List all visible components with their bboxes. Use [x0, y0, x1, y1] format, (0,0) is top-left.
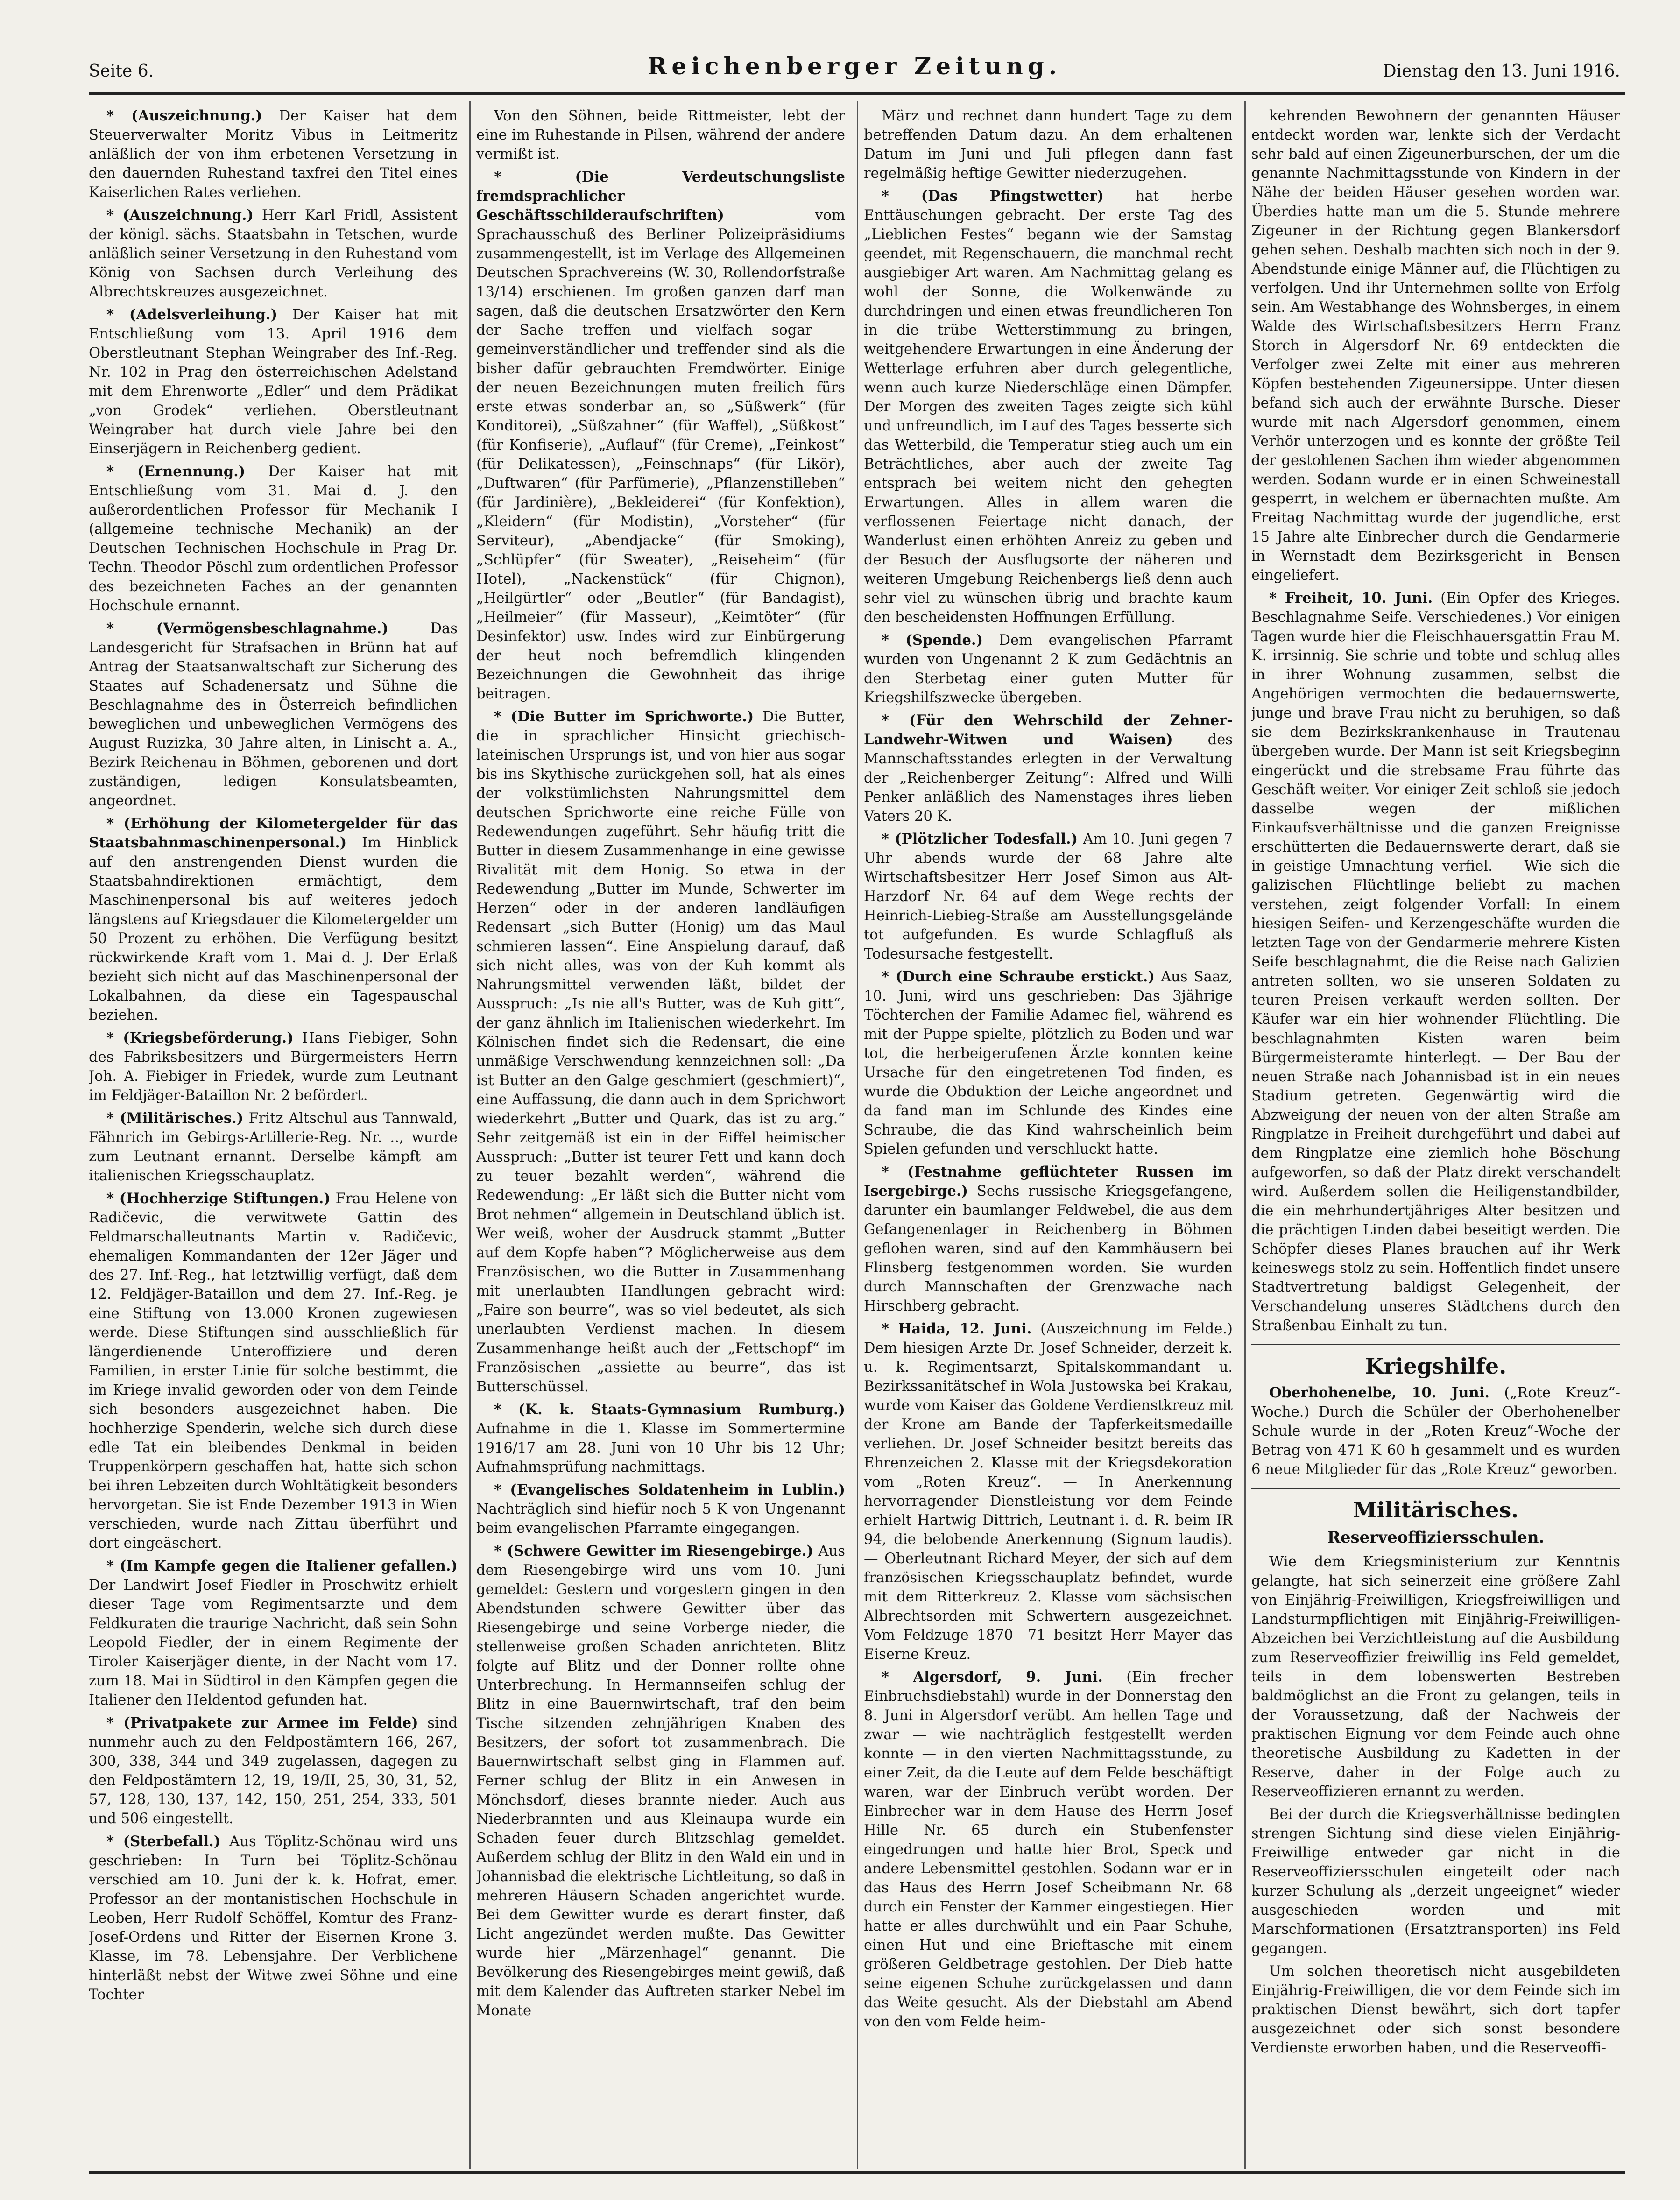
article-text: des Mannschaftsstandes erlegten in der Verwaltung der „Reichenberger Zeitung“: Alfred und Willi Penker anläßlich des Namenstages ihres lieben Vaters 20 K.	[864, 732, 1233, 825]
article-heading: * Haida, 12. Juni.	[882, 1320, 1032, 1337]
article-paragraph	[89, 1832, 458, 2004]
article-text: (Ein frecher Einbruchsdiebstahl) wurde in der Donnerstag den 8. Juni in Algersdorf verübt. Am hellen Tage und zwar — wie nachträglich festgestellt werden konnte — in den vierten Nachmittagsstunde, zu einer Zeit, da die Leute auf dem Felde beschäftigt waren, war der Einbruch verübt worden. Der Einbrecher war in dem Hause des Herrn Josef Hille Nr. 65 durch ein Stubenfenster eingedrungen und hatte hier Brot, Speck und andere Lebensmittel gestohlen. Sodann war er in das Haus des Herrn Josef Scheibmann Nr. 68 durch ein Fenster der Kammer eingestiegen. Hier hatte er alles durchwühlt und ein Paar Schuhe, einen Hut und eine Brieftasche mit einem größeren Geldbetrage gestohlen. Der Dieb hatte seine eigenen Schuhe zurückgelassen und dann das Weite gesucht. Als der Diebstahl am Abend von den vom Felde heim-	[864, 1669, 1233, 2030]
article-paragraph	[1251, 1383, 1620, 1479]
article-paragraph	[1251, 106, 1620, 585]
article-paragraph	[476, 1542, 845, 2020]
article-paragraph	[89, 1557, 458, 1710]
article-text: (Ein Opfer des Krieges. Beschlagnahme Seife. Verschiedenes.) Vor einigen Tagen wurde hier die Fleischhauersgattin Frau M. K. irrsinnig. Sie schrie und tobte und schlug alles in ihrer Wohnung zusammen, selbst die Angehörigen vermochten die bedauernswerte, junge und brave Frau nicht zu beruhigen, so daß sie dem Bezirkskrankenhause in Trautenau übergeben wurde. Der Mann ist seit Kriegsbeginn eingerückt und die strebsame Frau führte das Geschäft weiter. Vor einiger Zeit schloß sie jedoch dasselbe wegen der mißlichen Einkaufsverhältnisse und die ganzen Ereignisse erschütterten die Bedauernswerte derart, daß sie in geistige Umnachtung verfiel. — Wie sich die galizischen Flüchtlinge beliebt zu machen verstehen, zeigt folgender Vorfall: In einem hiesigen Seifen- und Kerzengeschäfte wurden die letzten Tage von der Gendarmerie mehrere Kisten Seife beschlagnahmt, die die Reise nach Galizien antreten sollten, wo sie unseren Soldaten zu teuren Preisen verkauft werden sollten. Der Käufer war ein hier wohnender Flüchtling. Die beschlagnahmten Kisten waren beim Bürgermeisteramte hinterlegt. — Der Bau der neuen Straße nach Johannisbad ist in ein neues Stadium getreten. Gegenwärtig wird die Abzweigung der neuen von der alten Straße am Ringplatze in Freiheit durchgeführt und dabei auf dem Ringplatze eine ziemlich hohe Böschung aufgeworfen, so daß der Platz direkt verschandelt wird. Außerdem sollen die Heiligenstandbilder, die ein mehrhundertjähriges Alter besitzen und die prächtigen Linden dabei beseitigt werden. Die Schöpfer dieses Planes brauchen auf ihr Werk keineswegs stolz zu sein. Hoffentlich findet unsere Stadtvertretung baldigst Gelegenheit, der Verschandelung unseres Städtchens durch den Straßenbau Einhalt zu tun.	[1251, 590, 1620, 1334]
article-paragraph	[89, 206, 458, 302]
article-paragraph	[864, 1319, 1233, 1664]
article-heading: * (Die Butter im Sprichworte.)	[494, 708, 754, 725]
article-heading: * (Im Kampfe gegen die Italiener gefallen.)	[106, 1558, 458, 1574]
column-1	[89, 106, 458, 2165]
column-4	[1251, 106, 1620, 2165]
article-heading: * (Spende.)	[882, 632, 983, 649]
article-heading: * (Durch eine Schraube erstickt.)	[882, 968, 1155, 985]
article-heading: * (Evangelisches Soldatenheim in Lublin.)	[494, 1481, 845, 1498]
article-heading: * (K. k. Staats-Gymnasium Rumburg.)	[494, 1401, 845, 1418]
article-paragraph	[89, 619, 458, 811]
article-paragraph	[864, 830, 1233, 964]
column-3	[864, 106, 1233, 2165]
article-paragraph	[864, 631, 1233, 707]
section-divider	[1251, 1344, 1620, 1345]
article-paragraph	[1251, 1962, 1620, 2058]
newspaper-title: Reichenberger Zeitung.	[647, 52, 1062, 80]
article-paragraph	[864, 967, 1233, 1159]
article-heading: * (Vermögensbeschlagnahme.)	[106, 620, 388, 637]
article-text: Aus dem Riesengebirge wird uns vom 10. Juni gemeldet: Gestern und vorgestern gingen in den Abendstunden schwere Gewitter über das Riesengebirge und seine Vorberge nieder, die stellenweise großen Schaden anrichteten. Blitz folgte auf Blitz und der Donner rollte ohne Unterbrechung. In Hermannseifen schlug der Blitz in eine Bauernwirtschaft, traf den beim Tische sitzenden zehnjährigen Knaben des Besitzers, der sofort tot zusammenbrach. Die Bauernwirtschaft selbst ging in Flammen auf. Ferner schlug der Blitz in ein Anwesen in Mönchsdorf, dieses brannte nieder. Auch aus Niederbrannten und aus Kleinaupa wurde ein Schaden feuer durch Blitzschlag gemeldet. Außerdem schlug der Blitz in den Wald ein und in Johannisbad die elektrische Lichtleitung, so daß in mehreren Häusern Schaden angerichtet wurde. Bei dem Gewitter wurde es derart finster, daß Licht angezündet werden mußte. Das Gewitter wurde hier „Märzenhagel“ genannt. Die Bevölkerung des Riesengebirges meint gewiß, daß mit dem Kalender das Auftreten starker Nebel im Monate	[476, 1543, 845, 2019]
article-heading: * (Privatpakete zur Armee im Felde)	[106, 1714, 418, 1731]
article-paragraph	[89, 305, 458, 458]
article-text: Der Landwirt Josef Fiedler in Proschwitz erhielt dieser Tage vom Regimentsarzte und dem Feldkuraten die traurige Nachricht, daß sein Sohn Leopold Fiedler, der in einem Regimente der Tiroler Kaiserjäger diente, in der Nacht vom 17. zum 18. Mai in Südtirol in den Kämpfen gegen die Italiener den Heldentod gefunden hat.	[89, 1577, 458, 1708]
article-text: Wie dem Kriegsministerium zur Kenntnis gelangte, hat sich seinerzeit eine größere Zahl von Einjährig-Freiwilligen, Kriegsfreiwilligen und Landsturmpflichtigen mit Einjährig-Freiwilligen-Abzeichen bei Verzichtleistung auf die Ausbildung zum Reserveoffizier freiwillig ins Feld gemeldet, teils in dem lobenswerten Bestreben baldmöglichst an die Front zu gelangen, teils in der Voraussetzung, daß der Nachweis der praktischen Eignung vor dem Feinde auch ohne theoretische Ausbildung zu Kadetten in der Reserve, daher in der Folge auch zu Reserveoffizieren ernannt zu werden.	[1251, 1554, 1620, 1800]
article-heading: * (Ernennung.)	[106, 463, 246, 480]
article-heading: * (Das Pfingstwetter)	[882, 188, 1104, 204]
column-separator	[1244, 101, 1246, 2169]
article-paragraph	[89, 106, 458, 202]
article-paragraph	[89, 1713, 458, 1828]
article-text: (Auszeichnung im Felde.) Dem hiesigen Arzte Dr. Josef Schneider, derzeit k. u. k. Regimentsarzt, Spitalskommandant u. Bezirkssanitätschef in Wola Justowska bei Krakau, wurde vom Kaiser das Goldene Verdienstkreuz mit der Krone am Bande der Tapferkeitsmedaille verliehen. Dr. Josef Schneider besitzt bereits das Ehrenzeichen 2. Klasse mit der Kriegsdekoration vom „Roten Kreuz“. — In Anerkennung hervorragender Dienstleistung vor dem Feinde erhielt Hartwig Dittrich, Leutnant i. d. R. beim IR 94, die belobende Anerkennung (Signum laudis). — Oberleutnant Richard Meyer, der sich auf dem französischen Kriegsschauplatz befindet, wurde mit dem Ritterkreuz 2. Klasse vom sächsischen Albrechtsorden mit Schwertern ausgezeichnet. Vom Feldzuge 1870—71 besitzt Herr Mayer das Eiserne Kreuz.	[864, 1321, 1233, 1663]
article-text: sind nunmehr auch zu den Feldpostämtern 166, 267, 300, 338, 344 und 349 zugelassen, dagegen zu den Feldpostämtern 12, 19, 19/II, 25, 30, 31, 52, 57, 128, 130, 137, 142, 150, 251, 254, 333, 501 und 506 eingestellt.	[89, 1715, 458, 1827]
article-text: vom Sprachausschuß des Berliner Polizeipräsidiums zusammengestellt, ist im Verlage des Allgemeinen Deutschen Sprachvereins (W. 30, Rollendorfstraße 13/14) erschienen. Im großen ganzen darf man sagen, daß die deutschen Ersatzwörter den Kern der Sache treffen und vielfach sogar — gemeinverständlicher und treffender sind als die bisher dafür gebrauchten Fremdwörter. Einige der neuen Bezeichnungen muten freilich fürs erste etwas sonderbar an, so „Süßwerk“ (für Konditorei), „Süßzahner“ (für Waffel), „Süßkost“ (für Konfiserie), „Auflauf“ (für Creme), „Feinkost“ (für Delikatessen), „Feinschnaps“ (für Likör), „Duftwaren“ (für Parfümerie), „Pflanzenstilleben“ (für Jardinière), „Bekleiderei“ (für Konfektion), „Kleidern“ (für Modistin), „Vorsteher“ (für Serviteur), „Abendjacke“ (für Smoking), „Schlüpfer“ (für Sweater), „Reiseheim“ (für Hotel), „Nackenstück“ (für Chignon), „Heilgürtler“ oder „Beutler“ (für Bandagist), „Heilmeier“ (für Masseur), „Keimtöter“ (für Desinfektor) usw. Indes wird zur Einbürgerung der heut noch befremdlich klingenden Bezeichnungen die Gewohnheit das ihrige beitragen.	[476, 207, 845, 702]
article-text: Am 10. Juni gegen 7 Uhr abends wurde der 68 Jahre alte Wirtschaftsbesitzer Herr Josef Simon aus Alt-Harzdorf Nr. 64 auf dem Wege rechts der Heinrich-Liebieg-Straße am Ausstellungsgelände tot aufgefunden. Es wurde Schlagfluß als Todesursache festgestellt.	[864, 831, 1233, 962]
article-text: Aus Töplitz-Schönau wird uns geschrieben: In Turn bei Töplitz-Schönau verschied am 10. Juni der k. k. Hofrat, emer. Professor an der montanistischen Hochschule in Leoben, Herr Rudolf Schöffel, Komtur des Franz-Josef-Ordens und Ritter der Eisernen Krone 3. Klasse, im 78. Lebensjahre. Der Verblichene hinterläßt nebst der Witwe zwei Söhne und eine Tochter	[89, 1833, 458, 2003]
article-paragraph	[89, 1189, 458, 1553]
article-paragraph	[1251, 589, 1620, 1335]
footer-rule	[89, 2171, 1625, 2174]
article-paragraph	[89, 1109, 458, 1185]
article-paragraph	[864, 1668, 1233, 2031]
article-paragraph	[476, 168, 845, 704]
section-heading-kriegshilfe: Kriegshilfe.	[1365, 1354, 1507, 1379]
article-heading: * (Plötzlicher Todesfall.)	[882, 831, 1078, 847]
masthead-rule	[89, 92, 1625, 95]
article-paragraph	[1251, 1805, 1620, 1958]
article-heading: * (Adelsverleihung.)	[106, 306, 278, 323]
article-heading: * (Für den Wehrschild der Zehner-Landwehr-Witwen und Waisen)	[864, 712, 1233, 748]
article-heading: * Freiheit, 10. Juni.	[1269, 590, 1433, 606]
article-paragraph	[89, 1029, 458, 1105]
article-paragraph	[476, 1481, 845, 1538]
article-text: Der Kaiser hat dem Steuerverwalter Moritz Vibus in Leitmeritz anläßlich der von ihm erbetenen Versetzung in den dauernden Ruhestand taxfrei den Titel eines Kaiserlichen Rates verliehen.	[89, 108, 458, 201]
article-text: kehrenden Bewohnern der genannten Häuser entdeckt worden war, lenkte sich der Verdacht sehr bald auf einen Zigeunerburschen, der um die genannte Nachmittagsstunde von Kindern in der Nähe der beiden Häuser gesehen worden war. Überdies hatte man um die 5. Stunde mehrere Zigeuner in der Richtung gegen Blankersdorf gehen sehen. Deshalb machten sich noch in der 9. Abendstunde einige Männer auf, die Flüchtigen zu verfolgen. Und ihr Unternehmen sollte von Erfolg sein. Am Westabhange des Wohnsberges, in einem Walde des Wirtschaftsbesitzers Herrn Franz Storch in Algersdorf Nr. 69 entdeckten die Verfolger zwei Zelte mit einer aus mehreren Köpfen bestehenden Zigeunersippe. Unter diesen befand sich auch der erwähnte Bursche. Dieser wurde mit nach Algersdorf genommen, einem Verhör unterzogen und es konnte der größte Teil der gestohlenen Sachen ihm wieder abgenommen werden. Sodann wurde er in einen Schweinestall gesperrt, in welchem er übernachten mußte. Am Freitag Nachmittag wurde der jugendliche, erst 15 Jahre alte Einbrecher durch die Gendarmerie in Wernstadt dem Bezirksgericht in Bensen eingeliefert.	[1251, 108, 1620, 584]
article-text: Im Hinblick auf den anstrengenden Dienst wurden die Staatsbahndirektionen ermächtigt, dem Maschinenpersonal bis auf weiteres jedoch längstens auf Kriegsdauer die Kilometergelder um 50 Prozent zu erhöhen. Die Verfügung besitzt rückwirkende Kraft vom 1. Mai d. J. Der Erlaß bezieht sich nicht auf das Maschinenpersonal der Lokalbahnen, da diese ein Tagespauschal beziehen.	[89, 835, 458, 1023]
article-heading: * (Erhöhung der Kilometergelder für das Staatsbahnmaschinenpersonal.)	[89, 815, 458, 851]
article-text: Nachträglich sind hiefür noch 5 K von Ungenannt beim evangelischen Pfarramte eingegangen.	[476, 1501, 845, 1537]
section-heading-militaerisches: Militärisches.	[1353, 1497, 1519, 1523]
column-2	[476, 106, 845, 2165]
article-text: Der Kaiser hat mit Entschließung vom 31. Mai d. J. den außerordentlichen Professor für Mechanik I (allgemeine technische Mechanik) an der Deutschen Technischen Hochschule in Prag Dr. Techn. Theodor Pöschl zum ordentlichen Professor des bezeichneten Faches an der genannten Hochschule ernannt.	[89, 464, 458, 614]
section-divider	[1251, 1488, 1620, 1489]
article-paragraph	[89, 814, 458, 1025]
article-heading: * (Militärisches.)	[106, 1110, 244, 1127]
column-separator	[857, 101, 858, 2169]
article-heading: * (Auszeichnung.)	[106, 107, 262, 124]
article-heading: * (Festnahme geflüchteter Russen im Isergebirge.)	[864, 1163, 1233, 1199]
article-text: Fritz Altschul aus Tannwald, Fähnrich im Gebirgs-Artillerie-Reg. Nr. .., wurde zum Leutnant ernannt. Derselbe kämpft am italienischen Kriegsschauplatz.	[89, 1110, 458, 1184]
article-text: Die Butter, die in sprachlicher Hinsicht griechisch-lateinischen Ursprungs ist, und von hier aus sogar bis ins Skythische zurückgehen soll, hat als eines der volkstümlichsten Nahrungsmittel dem deutschen Sprichworte eine reiche Fülle von Redewendungen zugeführt. Sehr häufig tritt die Butter in diesem Zusammenhange in eine gewisse Rivalität mit dem Honig. So etwa in der Redewendung „Butter im Munde, Schwerter im Herzen“ oder in der anderen landläufigen Redensart „sich Butter (Honig) um das Maul schmieren lassen“. Eine Anspielung darauf, daß sich nicht alles, was von der Kuh kommt als Nahrungsmittel verwenden läßt, bildet der Ausspruch: „Is nie all's Butter, was de Kuh gitt“, der ganz ähnlich im Italienischen wiederkehrt. Im Kölnischen findet sich die Redensart, die eine unmäßige Verschwendung kennzeichnen soll: „Da ist Butter an den Galge geschmiert (geschmiert)“, eine Auffassung, die dann auch in dem Sprichwort wiederkehrt „Butter und Quark, das ist zu arg.“ Sehr zeitgemäß ist ein in der Eiffel heimischer Ausspruch: „Butter ist teurer Fett und kann doch zu teuer bezahlt werden“, während die Redewendung: „Er läßt sich die Butter nicht vom Brot nehmen“ allgemein in Deutschland üblich ist. Wer weiß, woher der Ausdruck stammt „Butter auf dem Kopfe haben“? Möglicherweise aus dem Französischen, wo die Butter in Zusammenhang mit unerlaubten Handlungen gebracht wird: „Faire son beurre“, was so viel bedeutet, als sich unerlaubten Verdienst machen. In diesem Zusammenhange heißt auch der „Fettschopf“ im Französischen „assiette au beurre“, das ist Butterschüssel.	[476, 709, 845, 1395]
article-text: Von den Söhnen, beide Rittmeister, lebt der eine im Ruhestande in Pilsen, während der andere vermißt ist.	[476, 108, 845, 162]
article-heading: * (Sterbefall.)	[106, 1833, 221, 1850]
article-paragraph	[864, 711, 1233, 826]
article-heading: * (Die Verdeutschungsliste fremdsprachlicher Geschäftsschilderaufschriften)	[476, 169, 845, 224]
article-paragraph	[864, 187, 1233, 627]
article-text: Herr Karl Fridl, Assistent der königl. sächs. Staatsbahn in Tetschen, wurde anläßlich seiner Versetzung in den Ruhestand vom König von Sachsen durch Verleihung des Albrechtskreuzes ausgezeichnet.	[89, 207, 458, 300]
article-heading: * (Schwere Gewitter im Riesengebirge.)	[494, 1543, 813, 1559]
article-text: Bei der durch die Kriegsverhältnisse bedingten strengen Sichtung sind diese vielen Einjährig-Freiwillige entweder gar nicht in die Reserveoffiziersschulen eingeteilt oder nach kurzer Schulung als „derzeit ungeeignet“ wieder ausgeschieden worden und mit Marschformationen (Ersatztransporten) ins Feld gegangen.	[1251, 1806, 1620, 1957]
article-paragraph	[89, 462, 458, 615]
article-text: („Rote Kreuz“-Woche.) Durch die Schüler der Oberhohenelber Schule wurde in der „Roten Kreuz“-Woche der Betrag von 471 K 60 h gesammelt und es wurden 6 neue Mitglieder für das „Rote Kreuz“ geworben.	[1251, 1385, 1620, 1478]
article-heading: * (Auszeichnung.)	[106, 207, 254, 224]
section-subheading: Reserveoffiziersschulen.	[1327, 1528, 1545, 1547]
article-text: Dem evangelischen Pfarramt wurden von Ungenannt 2 K zum Gedächtnis an den Sterbetag einer guten Mutter für Kriegshilfszwecke übergeben.	[864, 632, 1233, 706]
article-heading: * (Hochherzige Stiftungen.)	[106, 1190, 331, 1207]
article-paragraph	[476, 1400, 845, 1477]
article-text: Frau Helene von Radičevic, die verwitwete Gattin des Feldmarschalleutnants Martin v. Radičevic, ehemaligen Kommandanten der 12er Jäger und des 27. Inf.-Reg., hat letztwillig verfügt, daß dem 12. Feldjäger-Bataillon und dem 27. Inf.-Reg. je eine Stiftung von 13.000 Kronen zugewiesen werde. Diese Stiftungen sind ausschließlich für längerdienende Unteroffiziere und deren Familien, in erster Linie für solche bestimmt, die im Kriege invalid geworden oder von dem Feinde sich besonders ausgezeichnet haben. Die hochherzige Spenderin, welche sich durch diese edle Tat ein bleibendes Denkmal in beiden Truppenkörpern geschaffen hat, hatte sich schon bei ihren Lebzeiten durch Wohltätigkeit besonders hervorgetan. Sie ist Ende Dezember 1913 in Wien verschieden, wurde nach Zittau überführt und dort eingeäschert.	[89, 1191, 458, 1551]
column-separator	[469, 101, 471, 2169]
masthead	[89, 52, 1620, 90]
page-number: Seite 6.	[89, 62, 154, 81]
article-text: Aufnahme in die 1. Klasse im Sommertermine 1916/17 am 28. Juni von 10 Uhr bis 12 Uhr; Aufnahmsprüfung nachmittags.	[476, 1421, 845, 1475]
article-text: Um solchen theoretisch nicht ausgebildeten Einjährig-Freiwilligen, die vor dem Feinde sich im praktischen Dienst bewährt, sich dort tapfer ausgezeichnet oder sich sonst besondere Verdienste erworben haben, und die Reserveoffi-	[1251, 1963, 1620, 2056]
article-paragraph	[864, 1163, 1233, 1316]
article-text: Sechs russische Kriegsgefangene, darunter ein baumlanger Feldwebel, die aus dem Gefangenenlager in Reichenberg in Böhmen geflohen waren, sind auf den Kammhäusern bei Flinsberg festgenommen worden. Sie wurden durch Mannschaften der Grenzwache nach Hirschberg gebracht.	[864, 1183, 1233, 1314]
issue-date: Dienstag den 13. Juni 1916.	[1383, 62, 1620, 81]
article-text: März und rechnet dann hundert Tage zu dem betreffenden Datum dazu. An dem erhaltenen Datum im Juni und Juli pflegen dann fast regelmäßig heftige Gewitter niederzugehen.	[864, 108, 1233, 182]
article-text: Das Landesgericht für Strafsachen in Brünn hat auf Antrag der Staatsanwaltschaft zur Sicherung des Staates auf Schadenersatz und Sühne die Beschlagnahme des in Österreich befindlichen beweglichen und unbeweglichen Vermögens des August Ruzizka, 30 Jahre alten, in Linischt a. A., Bezirk Reichenau in Böhmen, geborenen und dort zuständigen, ledigen Konsulatsbeamten, angeordnet.	[89, 621, 458, 809]
article-paragraph	[476, 707, 845, 1396]
article-text: Hans Fiebiger, Sohn des Fabriksbesitzers und Bürgermeisters Herrn Joh. A. Fiebiger in Friedek, wurde zum Leutnant im Feldjäger-Bataillon Nr. 2 befördert.	[89, 1030, 458, 1104]
article-paragraph	[1251, 1552, 1620, 1801]
article-heading: Oberhohenelbe, 10. Juni.	[1269, 1384, 1490, 1401]
article-heading: * Algersdorf, 9. Juni.	[882, 1669, 1103, 1685]
article-paragraph	[864, 106, 1233, 183]
article-paragraph	[476, 106, 845, 164]
article-text: Der Kaiser hat mit Entschließung vom 13. April 1916 dem Oberstleutnant Stephan Weingraber des Inf.-Reg. Nr. 102 in Prag den österreichischen Adelstand mit dem Ehrenworte „Edler“ und dem Prädikat „von Grodek“ verliehen. Oberstleutnant Weingraber hat durch viele Jahre bei den Einserjägern in Reichenberg gedient.	[89, 307, 458, 457]
article-heading: * (Kriegsbeförderung.)	[106, 1029, 294, 1046]
article-text: hat herbe Enttäuschungen gebracht. Der erste Tag des „Lieblichen Festes“ begann wie der Samstag geendet, mit Regenschauern, die manchmal recht ausgiebiger Art waren. Am Nachmittag gelang es wohl der Sonne, die Wolkenwände zu durchdringen und einen etwas freundlicheren Ton in die trübe Wetterstimmung zu bringen, weitgehendere Erwartungen in eine Änderung der Wetterlage erfuhren aber durch gelegentliche, wenn auch kurze Niederschläge einen Dämpfer. Der Morgen des zweiten Tages zeigte sich kühl und unfreundlich, im Lauf des Tages besserte sich das Wetterbild, die Temperatur stieg auch um ein Beträchtliches, aber auch der zweite Tag entsprach bei weitem nicht den gehegten Erwartungen. Alles in allem waren die verflossenen Feiertage nicht danach, der Wanderlust einen erhöhten Anreiz zu geben und der Besuch der Ausflugsorte der näheren und weiteren Umgebung Reichenbergs ließ denn auch sehr viel zu wünschen übrig und brachte kaum den bescheidensten Hoffnungen Erfüllung.	[864, 188, 1233, 626]
article-text: Aus Saaz, 10. Juni, wird uns geschrieben: Das 3jährige Töchterchen der Familie Adamec fiel, während es mit der Puppe spielte, plötzlich zu Boden und war tot, die herbeigerufenen Ärzte konnten keine Ursache für den eingetretenen Tod finden, es wurde die Obduktion der Leiche angeordnet und da fand man im Schlunde des Kindes eine Schraube, die das Kind wahrscheinlich beim Spielen gefunden und verschluckt hatte.	[864, 969, 1233, 1157]
